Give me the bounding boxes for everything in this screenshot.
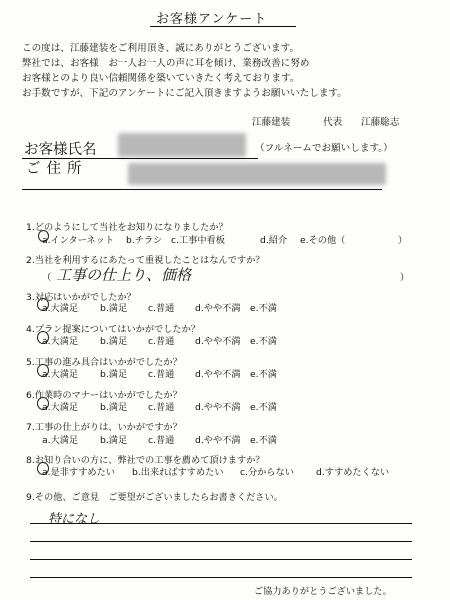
q2-handwritten-answer: 工事の仕上り、価格: [56, 266, 192, 284]
redacted-name: [118, 133, 246, 157]
comment-line-3: [30, 559, 412, 560]
intro-line-3: お客様とのより良い信頼関係を築いていきたく考えております。: [22, 73, 300, 84]
question-4: 4.プラン提案についてはいかがでしたか？: [26, 324, 200, 335]
q4-option-c: c.普通: [148, 336, 175, 347]
q8-option-c: c.分からない: [240, 467, 294, 478]
customer-name-note: （フルネームでお願いします。）: [255, 143, 393, 154]
q7-option-b: b.満足: [100, 435, 128, 446]
comment-line-1: [30, 523, 412, 524]
q5-option-c: c.普通: [148, 369, 175, 380]
q7-option-c: c.普通: [148, 435, 175, 446]
q5-option-d: d.やや不満: [195, 369, 241, 380]
q6-option-e: e.不満: [250, 402, 277, 413]
question-9: 9.その他、ご意見 ご要望がございましたらお書きください。: [26, 492, 283, 503]
q4-option-a: a.大満足: [42, 336, 79, 347]
redacted-address: [128, 163, 386, 185]
title-underline: [150, 26, 296, 27]
q3-option-c: c.普通: [148, 303, 175, 314]
q2-open-bracket: （: [42, 272, 52, 283]
q1-option-d: d.紹介: [260, 235, 288, 246]
question-6: 6.作業時のマナーはいかがでしたか？: [26, 390, 182, 401]
customer-address-label: ご住所: [26, 161, 88, 177]
intro-line-1: この度は、江藤建装をご利用頂き、誠にありがとうございます。: [22, 43, 300, 54]
address-underline: [22, 189, 382, 190]
q2-close-bracket: ）: [400, 272, 410, 283]
q5-option-b: b.満足: [100, 369, 128, 380]
q3-option-b: b.満足: [100, 303, 128, 314]
q8-option-a: a.是非すすめたい: [42, 467, 115, 478]
q4-option-b: b.満足: [100, 336, 128, 347]
q4-option-e: e.不満: [250, 336, 277, 347]
q7-option-e: e.不満: [250, 435, 277, 446]
q1-option-c: c.工事中看板: [171, 235, 225, 246]
question-8: 8.お知り合いの方に、弊社での工事を薦めて頂けますか？: [26, 455, 265, 466]
q1-close-bracket: ）: [398, 235, 408, 246]
q1-option-e: e.その他（: [300, 235, 346, 246]
q7-option-a: a.大満足: [42, 435, 79, 446]
q5-option-a: a.大満足: [42, 369, 79, 380]
comment-line-4: [30, 577, 412, 578]
q6-option-d: d.やや不満: [195, 402, 241, 413]
signature-company: 江藤建装: [252, 117, 291, 128]
question-1: 1.どのようにして当社をお知りになりましたか？: [26, 222, 228, 233]
q9-handwritten-answer: 特になし: [48, 512, 101, 527]
customer-name-label: お客様氏名: [24, 142, 97, 158]
q6-option-c: c.普通: [148, 402, 175, 413]
page-title: お客様アンケート: [156, 12, 268, 27]
q8-option-b: b.出来ればすすめたい: [132, 467, 224, 478]
closing-thanks: ご協力ありがとうございました。: [254, 586, 392, 597]
q8-option-d: d.すすめたくない: [316, 467, 390, 478]
question-2: 2.当社を利用するにあたって重視したことはなんですか？: [26, 255, 265, 266]
intro-line-4: お手数ですが、下記のアンケートにご記入頂きますようお願いいたします。: [22, 88, 347, 99]
q3-option-d: d.やや不満: [195, 303, 241, 314]
q4-option-d: d.やや不満: [195, 336, 241, 347]
q7-option-d: d.やや不満: [195, 435, 241, 446]
question-5: 5.工事の進み具合はいかがでしたか？: [26, 357, 182, 368]
signature-role: 代表: [323, 117, 343, 128]
question-3: 3.対応はいかがでしたか？: [26, 292, 136, 303]
q3-option-a: a.大満足: [42, 303, 79, 314]
intro-line-2: 弊社では、お客様 お一人お一人の声に耳を傾け、業務改善に努め: [22, 58, 310, 69]
q1-option-a: a.インターネット: [42, 235, 115, 246]
signature-name: 江藤聡志: [361, 117, 400, 128]
question-7: 7.工事の仕上がりは、いかがですか？: [26, 422, 182, 433]
q6-option-b: b.満足: [100, 402, 128, 413]
q6-option-a: a.大満足: [42, 402, 79, 413]
comment-line-2: [30, 541, 412, 542]
q1-option-b: b.チラシ: [126, 235, 163, 246]
q3-option-e: e.不満: [250, 303, 277, 314]
q5-option-e: e.不満: [250, 369, 277, 380]
